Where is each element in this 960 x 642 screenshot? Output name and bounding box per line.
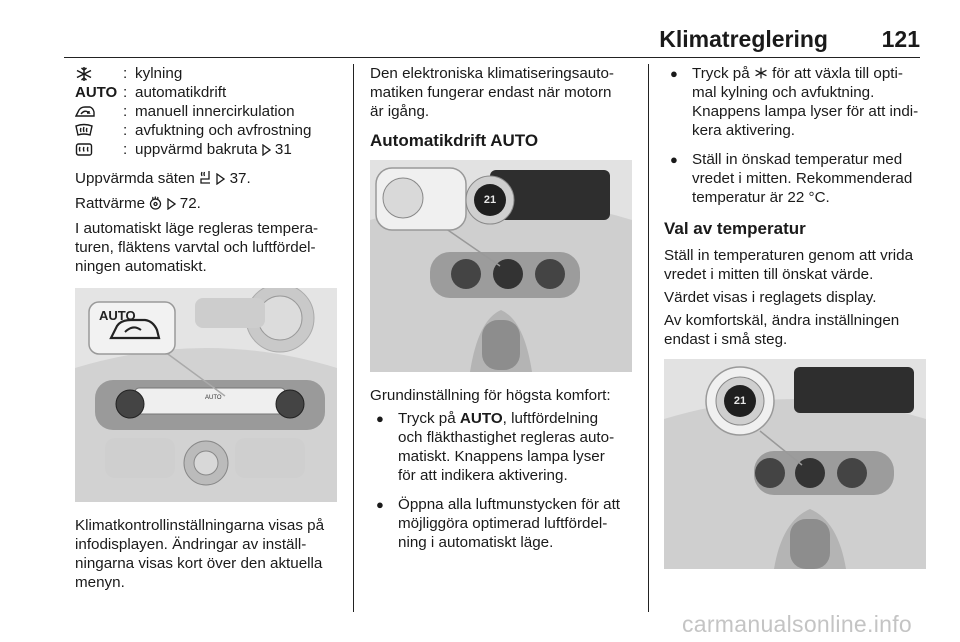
legend-text: manuell innercirkulation — [135, 103, 295, 120]
photo-auto-label: AUTO — [99, 308, 136, 323]
svg-text:AUTO: AUTO — [205, 395, 222, 401]
column-divider — [353, 64, 354, 612]
windscreen-defrost-icon — [75, 123, 123, 139]
legend-text: uppvärmd bakruta 31 — [135, 141, 292, 158]
bullet-item: ● Tryck på för att växla till opti- mal kylning och avfuktning. Knappens lampa lyser för att indi- kera aktivering. — [670, 65, 919, 139]
page-reference-icon — [262, 144, 271, 156]
legend-text: kylning — [135, 65, 183, 82]
knob-display: 21 — [483, 194, 497, 206]
recirculation-icon — [75, 104, 123, 120]
steering-heating-line: Rattvärme 72. — [75, 195, 201, 212]
steering-wheel-heating-icon — [149, 196, 162, 210]
page-title: Klimatreglering — [659, 26, 828, 52]
legend-row: : kylning — [75, 64, 343, 83]
temperature-knob-closeup-photo — [664, 359, 926, 569]
legend-text: automatikdrift — [135, 84, 227, 101]
bullet-item: ● Tryck på AUTO, luftfördelning och fläkthastighet regleras auto- matiskt. Knappens lampa lyser för att indikera aktivering. — [376, 410, 615, 484]
temperature-knob-illustration — [370, 160, 632, 372]
rear-window-heating-icon — [75, 142, 123, 158]
seat-heating-icon — [199, 170, 212, 185]
column-divider — [648, 64, 649, 612]
column-2 — [370, 64, 636, 562]
legend-row: AUTO : automatikdrift — [75, 83, 343, 102]
section-heading-auto: Automatikdrift AUTO — [370, 131, 539, 150]
legend-row: : uppvärmd bakruta 31 — [75, 140, 343, 159]
snowflake-icon — [754, 66, 768, 80]
watermark: carmanualsonline.info — [681, 611, 912, 637]
snowflake-icon — [75, 66, 123, 82]
legend-row: : manuell innercirkulation — [75, 102, 343, 121]
comfort-paragraph: Av komfortskäl, ändra inställningen endast i små steg. — [664, 312, 900, 348]
auto-mode-paragraph: I automatiskt läge regleras tempera- turen, fläktens varvtal och luftfördel- ningen automatiskt. — [75, 220, 319, 275]
page-number: 121 — [881, 26, 920, 52]
column-1 — [75, 64, 343, 592]
seat-heating-line: Uppvärmda säten 37. — [75, 170, 251, 187]
page-header — [64, 24, 920, 58]
page-reference-icon — [167, 198, 176, 210]
climate-panel-photo — [75, 288, 337, 502]
temperature-knob-closeup-illustration — [664, 359, 926, 569]
bullet-item: ● Ställ in önskad temperatur med vredet i mitten. Rekommenderad temperatur är 22 °C. — [670, 151, 913, 206]
knob-display: 21 — [733, 395, 747, 407]
section-heading-temperature: Val av temperatur — [664, 219, 806, 238]
page-reference-icon — [216, 173, 225, 185]
photo-caption: Klimatkontrollinställningarna visas på infodisplayen. Ändringar av inställ- ningarna visas kort över den aktuella menyn. — [75, 517, 325, 591]
legend-text: avfuktning och avfrostning — [135, 122, 312, 139]
basic-setting-text: Grundinställning för högsta komfort: — [370, 387, 611, 404]
display-paragraph: Värdet visas i reglagets display. — [664, 289, 877, 306]
intro-paragraph: Den elektroniska klimatiseringsauto- matiken fungerar endast när motorn är igång. — [370, 65, 614, 120]
temperature-paragraph: Ställ in temperaturen genom att vrida vredet i mitten till önskat värde. — [664, 247, 914, 283]
auto-symbol: AUTO — [75, 84, 118, 101]
bullet-item: ● Öppna alla luftmunstycken för att möjliggöra optimerad luftfördel- ning i automatiskt läge. — [376, 496, 621, 551]
legend-row: : avfuktning och avfrostning — [75, 121, 343, 140]
header-rule — [64, 57, 920, 58]
temperature-knob-photo — [370, 160, 632, 372]
symbol-legend — [75, 64, 343, 159]
column-3 — [664, 64, 926, 569]
